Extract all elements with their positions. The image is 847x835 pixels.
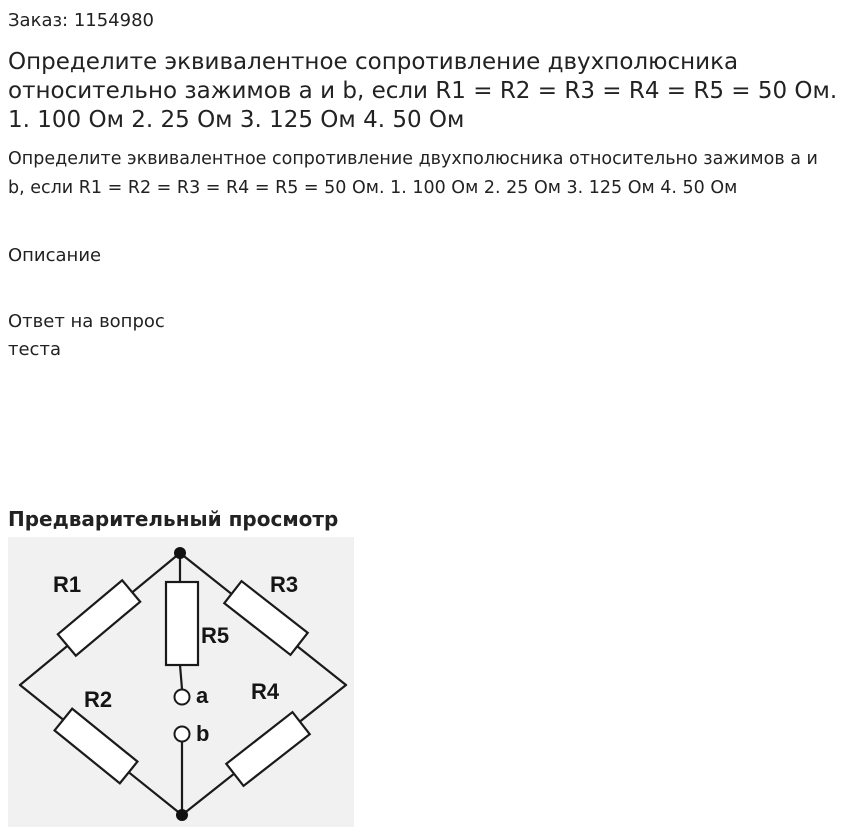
label-r4: R4 xyxy=(251,679,280,704)
question-text: Определите эквивалентное сопротивление двухполюсника относительно зажимов a и b, если R1 = R2 = R3 = R4 = R5 = 50 Ом. 1. 100 Ом 2. 25 Ом 3. 125 Ом 4. 50 Ом xyxy=(8,149,818,198)
description-heading: Описание xyxy=(8,245,102,266)
wire-r5-bottom xyxy=(180,665,182,689)
terminal-b xyxy=(175,727,190,742)
label-r5: R5 xyxy=(201,623,230,648)
resistor-r4 xyxy=(226,712,309,786)
label-b: b xyxy=(196,721,210,746)
circuit-diagram xyxy=(8,537,354,827)
terminal-a xyxy=(175,690,190,705)
resistor-r5 xyxy=(166,582,198,665)
label-a: a xyxy=(196,683,209,708)
answer-text: Ответ на вопрос теста xyxy=(8,311,165,360)
order-number: Заказ: 1154980 xyxy=(8,10,154,31)
page-title: Определите эквивалентное сопротивление двухполюсника относительно зажимов a и b, если R1 = R2 = R3 = R4 = R5 = 50 Ом. 1. 100 Ом 2. 25 Ом 3. 125 Ом 4. 50 Ом xyxy=(8,49,838,133)
resistor-r2 xyxy=(55,709,138,784)
label-r2: R2 xyxy=(84,687,113,712)
preview-heading: Предварительный просмотр xyxy=(8,507,339,531)
label-r3: R3 xyxy=(270,572,299,597)
node-bottom xyxy=(176,809,188,821)
label-r1: R1 xyxy=(53,572,82,597)
preview-image xyxy=(8,537,354,827)
node-top xyxy=(174,547,186,559)
